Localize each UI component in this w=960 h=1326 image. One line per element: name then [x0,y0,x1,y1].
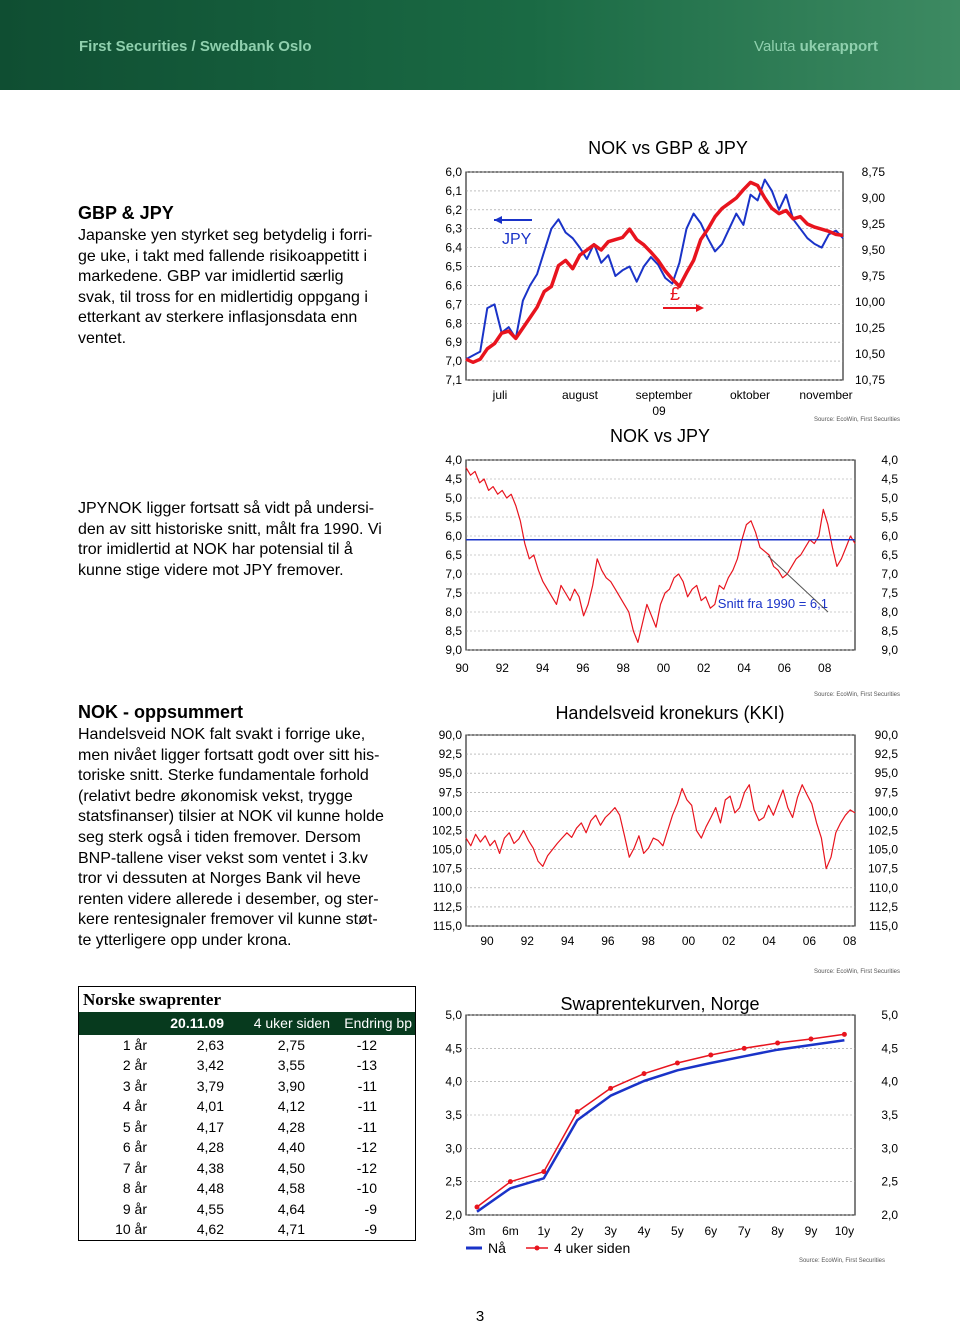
y-right-tick-label: 8,75 [861,165,885,179]
chart-series [466,468,855,643]
table-cell: 4,28 [196,1139,224,1156]
plot-frame [466,460,855,650]
y-right-tick-label: 9,50 [861,243,885,257]
data-point [608,1086,613,1091]
plot-frame [466,172,843,380]
y-tick-label: 6,0 [445,165,462,179]
table-row [79,1178,416,1199]
y-tick-label: 7,0 [445,567,462,581]
y-right-tick-label: 9,0 [881,643,898,657]
legend-marker-4w [535,1246,540,1251]
table-header: 20.11.09 [155,1012,227,1035]
x-tick-label: august [561,388,599,402]
table-cell: -12 [356,1036,377,1053]
y-right-tick-label: 95,0 [874,766,898,781]
table-cell: 4,28 [277,1118,305,1135]
table-cell: 4,01 [196,1098,224,1115]
nok-summary-title: NOK - oppsummert [78,702,244,722]
y-right-tick-label: 4,0 [881,453,898,467]
data-point [575,1109,580,1114]
y-tick-label: 6,5 [445,259,462,274]
x-tick-label: 98 [641,934,655,948]
chart-series [466,180,843,363]
page-header [0,0,960,90]
y-tick-label: 102,5 [431,823,462,838]
y-right-tick-label: 107,5 [867,861,898,876]
table-row [79,1158,416,1179]
x-tick-label: 90 [455,661,469,675]
x-tick-label: 2y [570,1224,584,1238]
table-cell: -11 [357,1098,377,1115]
y-tick-label: 5,5 [445,510,462,524]
jpynok-paragraph: JPYNOK ligger fortsatt så vidt på undersi- den av sitt historiske snitt, målt fra 1990. Vi tror imidlertid at NOK har potensial til å kunne stige videre mot JPY fremover. [78,500,382,579]
x-tick-label: 96 [576,661,590,675]
gbp-jpy-title: GBP & JPY [78,203,174,223]
y-right-tick-label: 4,5 [881,1041,898,1056]
y-right-tick-label: 97,5 [874,785,898,800]
table-row [79,1055,416,1076]
x-tick-label: juli [492,388,508,402]
chart-source: Source: EcoWin, First Securities [813,969,900,975]
y-tick-label: 3,5 [445,1108,462,1122]
x-tick-label: 94 [560,934,575,948]
y-right-tick-label: 8,5 [881,624,898,638]
table-cell: 2 år [122,1057,147,1074]
table-cell: -11 [357,1077,377,1094]
chart-title: NOK vs GBP & JPY [588,138,748,158]
chart-trade-weighted-krone [430,696,915,976]
chart-source: Source: EcoWin, First Securities [798,1258,885,1264]
y-right-tick-label: 112,5 [868,899,898,914]
page-number: 3 [475,1308,485,1325]
y-right-tick-label: 110,0 [868,880,898,895]
y-tick-label: 95,0 [438,766,462,781]
y-right-tick-label: 105,0 [867,842,898,857]
y-right-tick-label: 5,0 [881,1008,898,1022]
y-right-tick-labels [881,1008,898,1222]
y-right-tick-label: 2,0 [881,1208,898,1222]
table-cell: 9 år [122,1200,147,1217]
table-cell: -11 [357,1118,377,1135]
series-line-0 [466,785,855,869]
table-cell: 4,64 [277,1200,305,1217]
table-row [79,1076,416,1097]
table-cell: -12 [356,1159,377,1176]
table-cell: 4,48 [196,1180,224,1197]
arrow-gbp-head [696,304,704,312]
y-right-tick-label: 6,0 [881,529,898,543]
y-right-tick-label: 92,5 [874,747,898,762]
y-right-tick-label: 5,5 [881,510,898,524]
chart-source: Source: EcoWin, First Securities [813,692,900,698]
series-line-0 [466,468,855,643]
y-tick-label: 9,0 [445,643,462,657]
y-right-tick-label: 10,25 [854,321,885,335]
gbp-jpy-paragraph: Japanske yen styrket seg betydelig i forri- ge uke, i takt med fallende risikoappetitt i markedene. GBP var imidlertid særlig svak, til tross for en midlertidig oppgang i etterkant av sterkere inflasjonsdata enn ventet. [78,227,373,347]
y-right-tick-label: 9,25 [861,217,885,231]
table-cell: 8 år [122,1180,147,1197]
y-tick-label: 6,8 [445,316,462,331]
table-cell: 4,58 [277,1180,305,1197]
table-cell: -9 [364,1200,377,1217]
y-tick-label: 4,0 [445,453,462,467]
data-point [508,1179,513,1184]
x-tick-label: 96 [601,934,615,948]
chart-title: Swaprentekurven, Norge [560,994,760,1014]
x-tick-label: november [799,388,853,402]
x-tick-label: 1y [537,1224,551,1238]
chart-grid [466,172,843,380]
y-tick-label: 4,5 [445,472,462,486]
y-right-tick-label: 4,5 [881,472,898,486]
x-tick-label: 3y [604,1224,617,1238]
y-tick-label: 8,5 [445,624,462,638]
table-row [79,1096,416,1117]
y-right-tick-label: 100,0 [867,804,898,819]
y-right-tick-label: 8,0 [881,605,898,619]
chart-grid [466,735,855,926]
data-point [642,1071,647,1076]
table-cell: 4,38 [196,1159,224,1176]
table-cell: 4,62 [196,1221,224,1238]
data-point [541,1169,546,1174]
y-tick-label: 115,0 [432,919,462,933]
y-tick-label: 5,0 [445,1008,462,1022]
table-cell: 4,12 [277,1098,305,1115]
table-row [79,1117,416,1138]
chart-series [466,785,855,869]
x-tick-label: september [635,388,693,402]
x-axis-year-label: 09 [652,404,666,418]
y-right-tick-label: 9,75 [861,269,885,283]
chart-title: Handelsveid kronekurs (KKI) [555,703,785,723]
y-tick-label: 6,4 [445,240,462,255]
swap-table-title: Norske swaprenter [83,990,222,1009]
header-report-title: Valuta ukerapport [754,38,878,55]
table-cell: 3,90 [277,1077,305,1094]
data-point [842,1032,847,1037]
table-cell: -9 [364,1221,377,1238]
y-tick-label: 7,5 [445,586,462,600]
y-tick-label: 110,0 [432,880,462,895]
table-cell: 4 år [122,1098,147,1115]
y-tick-label: 6,6 [445,278,462,293]
data-point [775,1041,780,1046]
y-right-tick-label: 5,0 [881,491,898,505]
swap-table-body [79,1035,416,1241]
x-tick-label: 08 [843,934,857,948]
y-right-tick-label: 7,0 [881,567,898,581]
y-left-tick-labels [445,453,462,657]
x-tick-labels [469,1224,854,1238]
y-tick-label: 112,5 [432,899,462,914]
table-cell: 4,40 [277,1139,305,1156]
chart-legend [466,1240,630,1256]
y-right-tick-label: 3,5 [881,1108,898,1122]
y-right-tick-label: 9,00 [861,191,885,205]
header-company: First Securities / Swedbank Oslo [79,38,312,55]
plot-frame [466,735,855,926]
y-right-tick-labels [881,453,898,657]
table-cell: 3,79 [196,1077,224,1094]
chart-nok-vs-gbp-jpy [430,128,915,428]
y-tick-label: 6,5 [445,548,462,562]
chart-nok-vs-jpy [430,420,915,705]
table-cell: 6 år [122,1139,147,1156]
x-tick-label: 02 [722,934,736,948]
table-cell: 3,42 [196,1057,224,1074]
table-cell: -13 [356,1057,377,1074]
y-tick-label: 6,0 [445,529,462,543]
series-line-0 [466,180,843,360]
x-tick-label: 00 [681,934,696,948]
table-cell: -12 [356,1139,377,1156]
x-tick-label: 04 [762,934,776,948]
x-tick-label: 02 [697,661,711,675]
y-tick-label: 107,5 [431,861,462,876]
table-cell: 4,71 [277,1221,305,1238]
nok-summary-paragraph: Handelsveid NOK falt svakt i forrige uke, men nivået ligger fortsatt godt over sitt his- toriske snitt. Sterke fundamentale forhold (relativt bedre økonomisk vekst, trygge statsfinanser) tilsier at NOK vil kunne holde seg sterk også i tiden fremover. Dersom BNP-tallene viser vekst som ventet i 3.kv tror vi dessuten at Norges Bank vil heve renten videre allerede i desember, og ster- kere rentesignaler fremover vil kunne støt- te ytterligere opp under krona. [78,726,384,949]
table-cell: 3 år [122,1077,147,1094]
table-cell: 10 år [115,1221,147,1238]
y-right-tick-labels [855,165,885,387]
y-right-tick-label: 90,0 [874,728,898,742]
y-tick-label: 4,0 [445,1074,462,1089]
y-right-tick-label: 6,5 [881,548,898,562]
x-tick-labels [492,388,853,402]
y-right-tick-label: 115,0 [868,919,898,933]
annotation-average: Snitt fra 1990 = 6,1 [717,596,828,611]
x-tick-label: 98 [616,661,630,675]
x-tick-label: 04 [737,661,751,675]
y-right-tick-label: 10,50 [854,347,885,361]
legend-label-now: Nå [488,1240,506,1256]
chart-source: Source: EcoWin, First Securities [813,417,900,423]
swap-rates-table [78,986,416,1241]
table-cell: 2,75 [277,1036,305,1053]
y-right-tick-labels [868,728,898,933]
x-tick-label: 6y [704,1224,718,1238]
data-point [475,1205,480,1210]
y-right-tick-label: 4,0 [881,1074,898,1089]
x-tick-label: 06 [802,934,817,948]
y-right-tick-label: 2,5 [881,1174,898,1189]
chart-swap-curve [430,985,915,1270]
data-point [708,1053,713,1058]
annotation-jpy: JPY [502,231,532,248]
x-tick-label: 8y [771,1224,784,1238]
y-right-tick-label: 7,5 [881,586,898,600]
y-left-tick-labels [445,1008,462,1222]
y-tick-label: 6,3 [445,221,462,236]
table-cell: 1 år [122,1036,147,1053]
legend-label-4w: 4 uker siden [554,1240,631,1256]
x-tick-label: 00 [656,661,671,675]
y-tick-label: 92,5 [438,747,462,762]
x-tick-label: 08 [818,661,832,675]
x-tick-label: 94 [535,661,550,675]
series-line-1 [466,182,843,362]
table-cell: 5 år [122,1118,147,1135]
x-tick-labels [480,934,856,948]
y-tick-label: 90,0 [438,728,462,742]
x-tick-label: 4y [637,1224,651,1238]
data-point [675,1061,680,1066]
x-tick-label: 92 [520,934,534,948]
y-right-tick-label: 102,5 [867,823,898,838]
table-cell: 3,55 [277,1057,305,1074]
arrow-jpy-head [494,216,502,224]
y-tick-label: 2,5 [445,1174,462,1189]
x-tick-label: 5y [671,1224,684,1238]
y-tick-label: 97,5 [438,785,462,800]
table-row [79,1035,416,1056]
y-right-tick-label: 10,00 [854,295,885,309]
x-tick-labels [455,661,831,675]
y-tick-label: 105,0 [431,842,462,857]
x-tick-label: 06 [777,661,792,675]
x-tick-label: oktober [729,388,771,402]
table-cell: -10 [356,1180,377,1197]
data-point [809,1037,814,1042]
chart-series [475,1032,847,1212]
x-tick-label: 6m [502,1224,519,1238]
x-tick-label: 10y [834,1224,855,1238]
table-row [79,1137,416,1158]
y-tick-label: 6,2 [445,202,462,217]
table-cell: 4,17 [196,1118,224,1135]
y-tick-label: 4,5 [445,1041,462,1056]
data-point [742,1046,747,1051]
y-right-tick-label: 3,0 [881,1141,898,1156]
table-row [79,1219,416,1240]
y-tick-label: 5,0 [445,491,462,505]
y-tick-label: 8,0 [445,605,462,619]
y-right-tick-label: 10,75 [854,373,885,387]
chart-title: NOK vs JPY [609,426,711,446]
chart-grid [466,460,855,650]
y-tick-label: 2,0 [445,1208,462,1222]
table-row [79,1199,416,1220]
table-header [79,1012,156,1035]
series-line-0 [477,1040,844,1211]
x-tick-label: 90 [480,934,494,948]
y-tick-label: 6,9 [445,335,462,350]
y-left-tick-labels [432,728,462,933]
x-tick-label: 3m [468,1224,486,1238]
table-cell: 2,63 [196,1036,224,1053]
x-tick-label: 92 [495,661,509,675]
table-header: 4 uker siden [227,1012,333,1035]
y-tick-label: 7,1 [445,373,462,387]
y-tick-label: 3,0 [445,1141,462,1156]
table-cell: 4,50 [277,1159,305,1176]
table-cell: 4,55 [196,1200,224,1217]
annotation-gbp: £ [670,284,681,304]
y-tick-label: 6,7 [445,297,462,312]
y-tick-label: 100,0 [431,804,462,819]
table-header: Endring bp [333,1012,416,1035]
x-tick-label: 7y [737,1224,751,1238]
y-left-tick-labels [445,165,462,387]
y-tick-label: 6,1 [445,183,462,198]
x-tick-label: 9y [804,1224,818,1238]
table-cell: 7 år [122,1159,147,1176]
y-tick-label: 7,0 [445,354,462,369]
